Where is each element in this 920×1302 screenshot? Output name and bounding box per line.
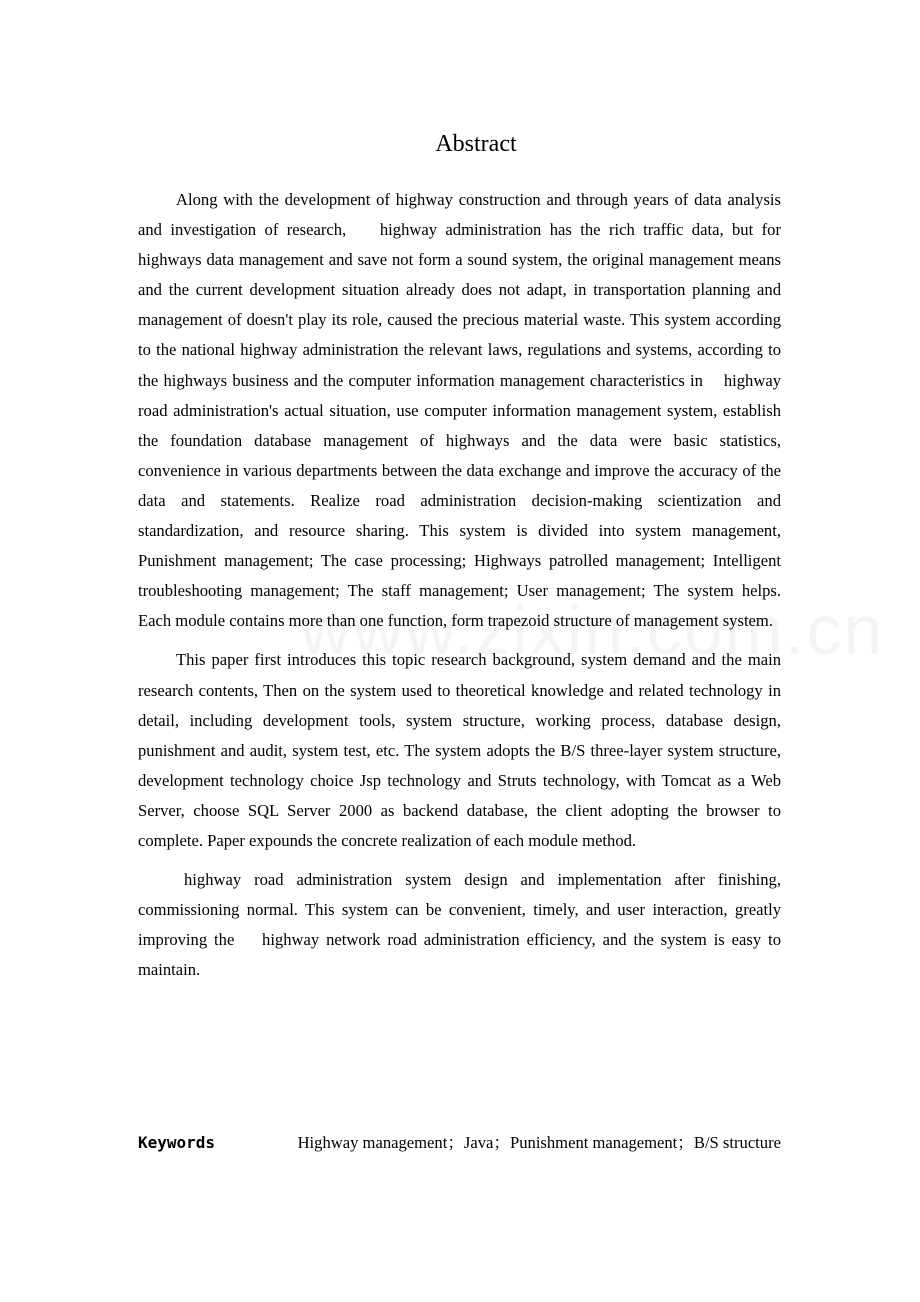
abstract-body <box>138 185 781 994</box>
abstract-paragraph: Along with the development of highway construction and through years of data analysis and investigation of research, highway administration has the rich traffic data, but for highways data management and save not form a sound system, the original management means and the current development situation already does not adapt, in transportation planning and management of doesn't play its role, caused the precious material waste. This system according to the national highway administration the relevant laws, regulations and systems, according to the highways business and the computer information management characteristics in highway road administration's actual situation, use computer information management system, establish the foundation database management of highways and the data were basic statistics, convenience in various departments between the data exchange and improve the accuracy of the data and statements. Realize road administration decision-making scientization and standardization, and resource sharing. This system is divided into system management, Punishment management; The case processing; Highways patrolled management; Intelligent troubleshooting management; The staff management; User management; The system helps. Each module contains more than one function, form trapezoid structure of management system. <box>138 190 781 631</box>
keywords-line <box>138 1128 781 1158</box>
keywords-label: Keywords <box>138 1133 216 1152</box>
abstract-paragraph: highway road administration system design and implementation after finishing, commissioning normal. This system can be convenient, timely, and user interaction, greatly improving the highway network road administration efficiency, and the system is easy to maintain. <box>138 870 781 980</box>
keywords-value: Highway management；Java；Punishment management；B/S structure <box>297 1133 781 1152</box>
abstract-paragraph: This paper first introduces this topic research background, system demand and the main research contents, Then on the system used to theoretical knowledge and related technology in detail, including development tools, system structure, working process, database design, punishment and audit, system test, etc. The system adopts the B/S three-layer system structure, development technology choice Jsp technology and Struts technology, with Tomcat as a Web Server, choose SQL Server 2000 as backend database, the client adopting the browser to complete. Paper expounds the concrete realization of each module method. <box>138 650 781 850</box>
page-title: Abstract <box>435 131 517 157</box>
